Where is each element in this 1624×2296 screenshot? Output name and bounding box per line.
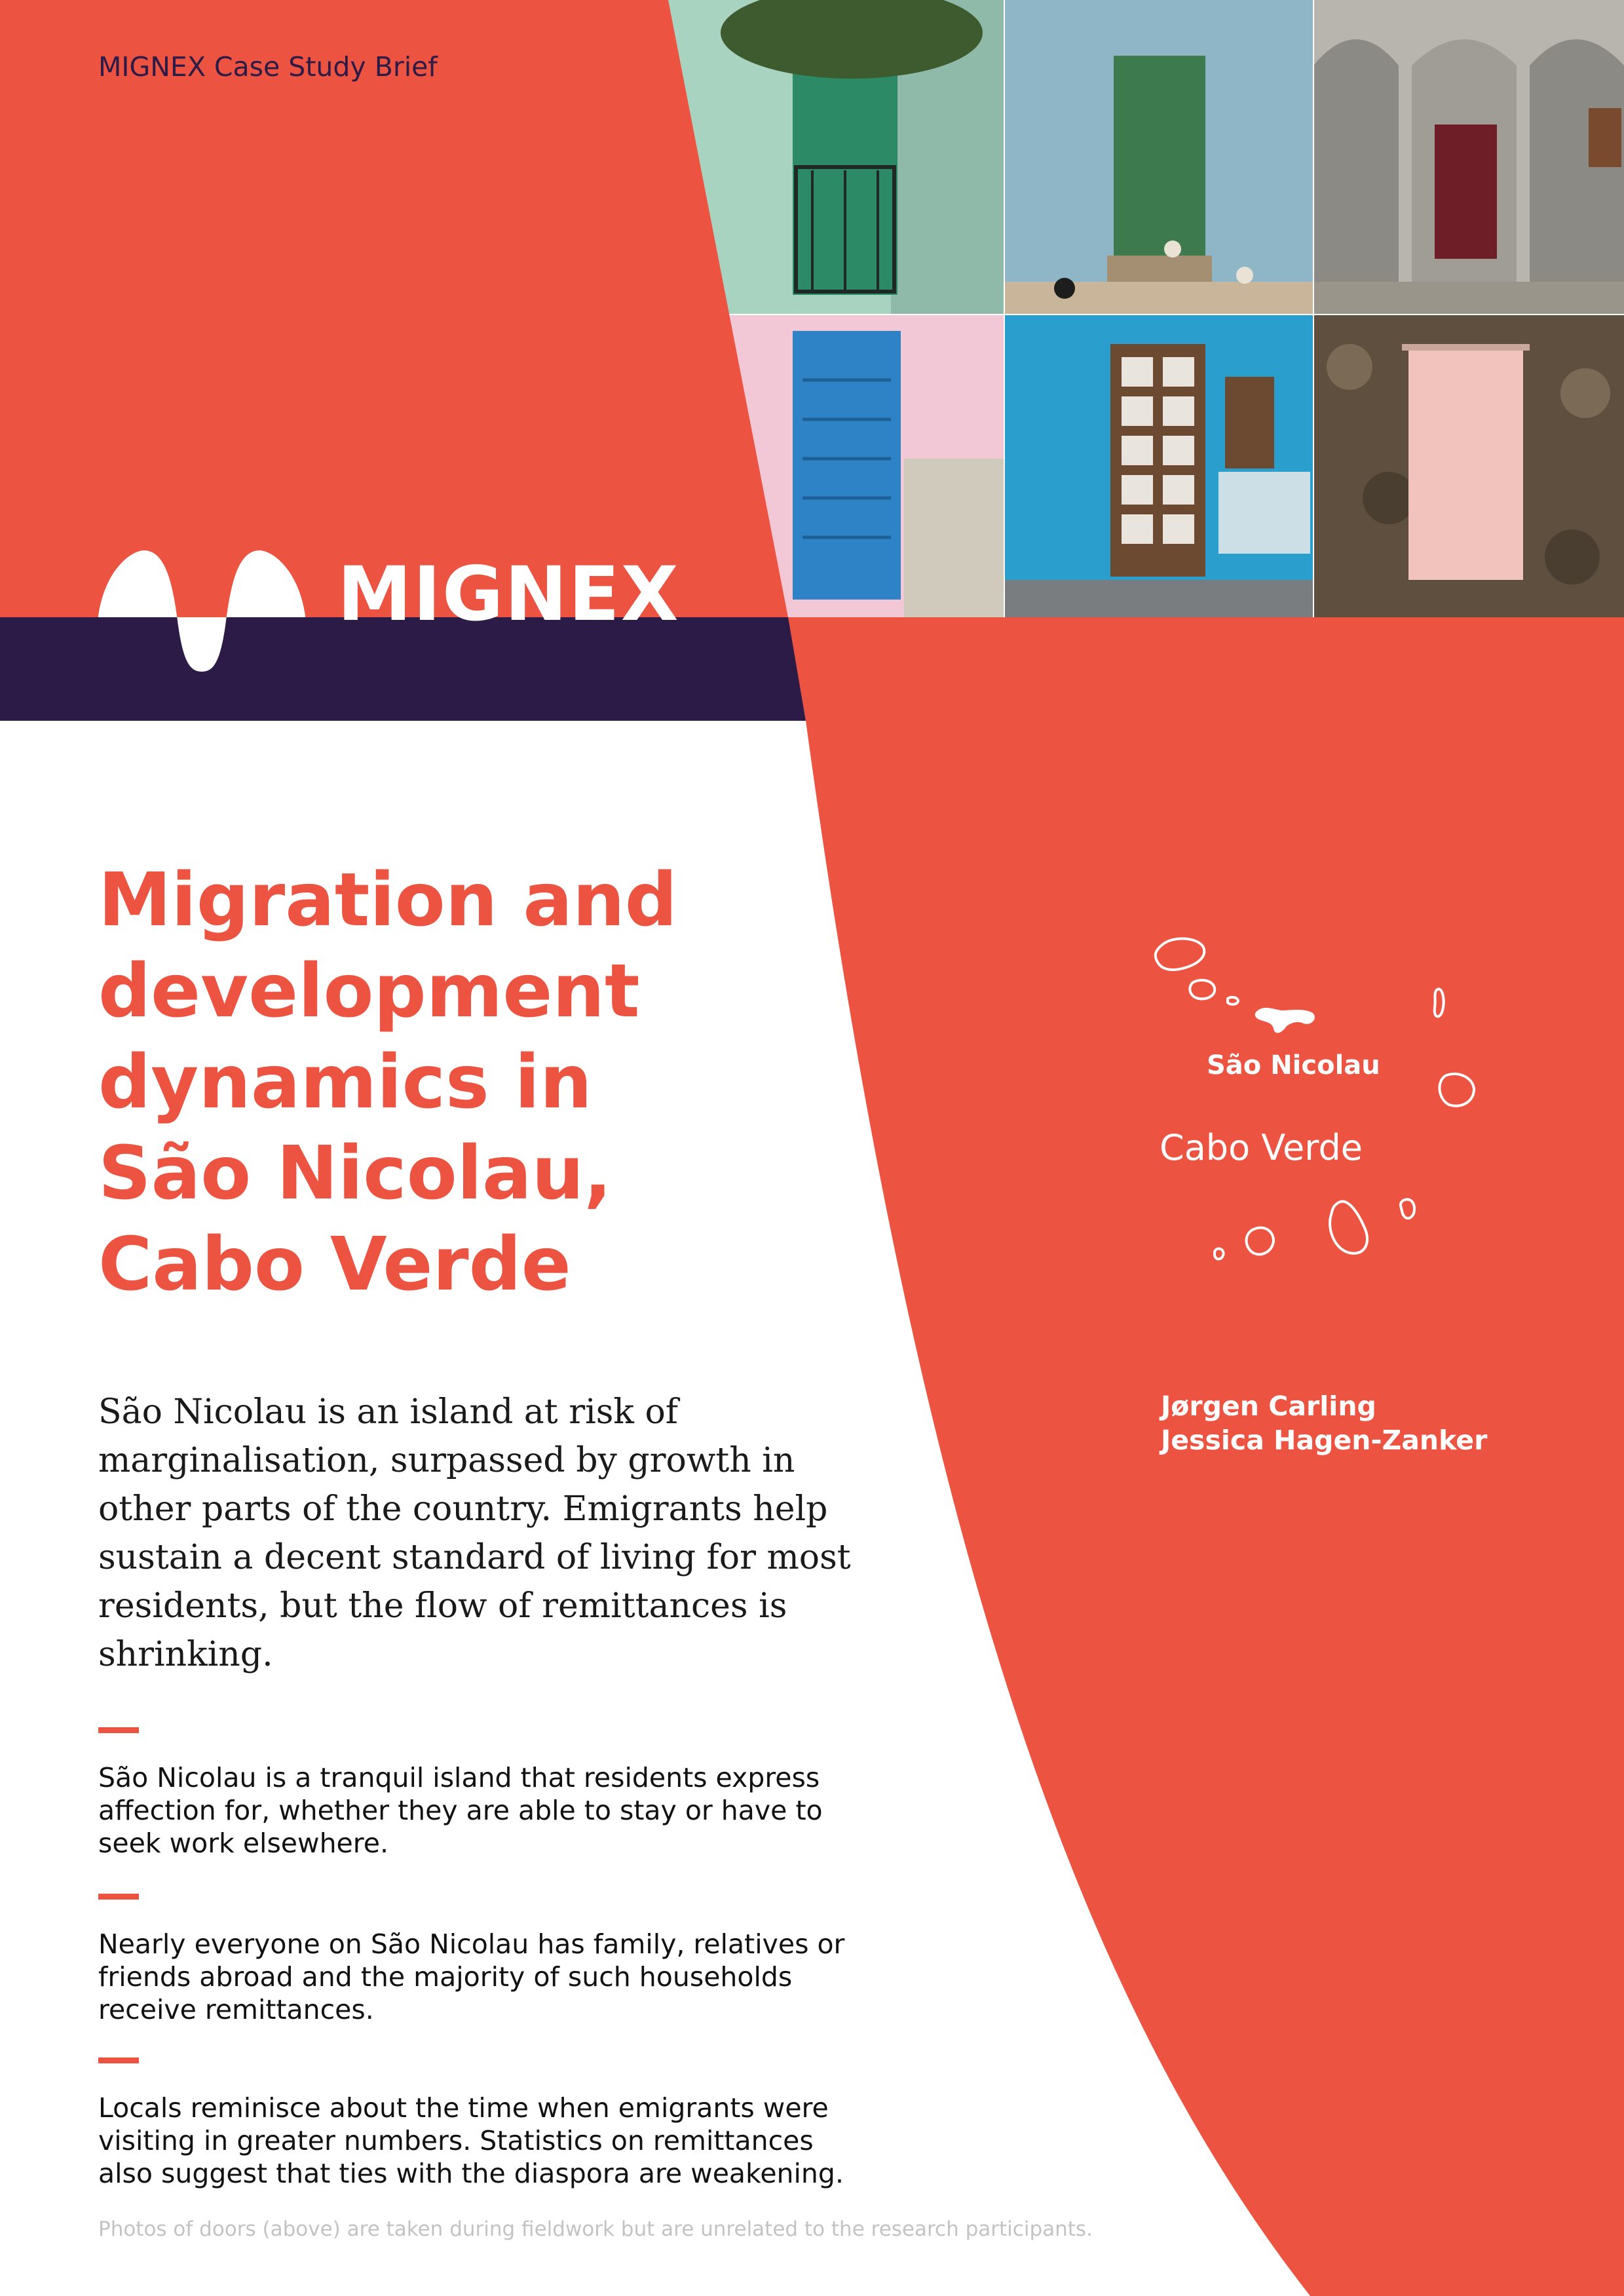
sao-nicolau-label: São Nicolau [1207, 1050, 1380, 1081]
door-photo-collage [0, 0, 1624, 617]
key-point [98, 2092, 852, 2190]
right-red-panel [788, 619, 1624, 2296]
lead-line: shrinking. [98, 1635, 273, 1674]
brief-label: MIGNEX Case Study Brief [98, 51, 438, 83]
key-point-line: affection for, whether they are able to stay or have to [98, 1795, 823, 1826]
key-point [98, 1928, 852, 2026]
title-line: development [98, 949, 640, 1034]
key-point-dash [98, 2057, 139, 2063]
key-point-dash [98, 1727, 139, 1733]
key-point-line: friends abroad and the majority of such households [98, 1961, 793, 1993]
archipelago-outline [1146, 937, 1487, 1304]
island-sal [1435, 989, 1444, 1016]
island-santiago [1330, 1202, 1367, 1253]
key-point-line: also suggest that ties with the diaspora are weakening. [98, 2158, 844, 2189]
island-santa-luzia [1228, 997, 1238, 1004]
key-point-line: visiting in greater numbers. Statistics on remittances [98, 2125, 814, 2156]
brand-name: MIGNEX [337, 550, 680, 638]
island-boa-vista [1439, 1074, 1474, 1106]
title-line: Migration and [98, 858, 677, 943]
key-point-dash [98, 1894, 139, 1900]
page-title [98, 855, 766, 1311]
title-line: Cabo Verde [98, 1222, 571, 1307]
title-line: dynamics in [98, 1040, 592, 1125]
title-line: São Nicolau, [98, 1131, 612, 1216]
lead-line: marginalisation, surpassed by growth in [98, 1441, 795, 1480]
island-sao-nicolau [1255, 1008, 1315, 1033]
island-santo-antao [1156, 938, 1205, 969]
key-point-line: receive remittances. [98, 1994, 374, 2025]
wave-logo-icon [98, 550, 308, 681]
author-name: Jørgen Carling [1161, 1390, 1376, 1422]
island-sao-vicente [1190, 980, 1215, 999]
island-maio [1401, 1199, 1414, 1218]
key-point-line: São Nicolau is a tranquil island that residents express [98, 1762, 820, 1793]
photo-pink-door-stone-wall [1313, 315, 1624, 617]
author-name: Jessica Hagen-Zanker [1161, 1425, 1488, 1456]
photo-blue-door-pink-wall [655, 315, 1004, 617]
cabo-verde-map [1146, 937, 1487, 1304]
photo-green-door-blue-wall [1004, 0, 1313, 315]
mignex-logo [98, 550, 680, 681]
island-brava [1215, 1249, 1224, 1259]
lead-line: sustain a decent standard of living for most [98, 1538, 851, 1577]
photo-brown-door-turquoise-wall [1004, 315, 1313, 617]
authors [1161, 1389, 1487, 1457]
lead-paragraph [98, 1388, 851, 1679]
photo-caption: Photos of doors (above) are taken during fieldwork but are unrelated to the research participants. [98, 2217, 1093, 2241]
cabo-verde-label: Cabo Verde [1160, 1127, 1363, 1168]
photo-green-door-mint-wall [655, 0, 1004, 315]
island-fogo [1247, 1228, 1274, 1255]
lead-line: São Nicolau is an island at risk of [98, 1392, 678, 1432]
photo-red-door-arches [1313, 0, 1624, 315]
lead-line: other parts of the country. Emigrants help [98, 1489, 828, 1529]
key-point-line: Nearly everyone on São Nicolau has family, relatives or [98, 1928, 845, 1960]
key-point-line: Locals reminisce about the time when emigrants were [98, 2092, 829, 2124]
key-point-line: seek work elsewhere. [98, 1827, 388, 1859]
lead-line: residents, but the flow of remittances is [98, 1586, 787, 1626]
key-point [98, 1761, 852, 1860]
